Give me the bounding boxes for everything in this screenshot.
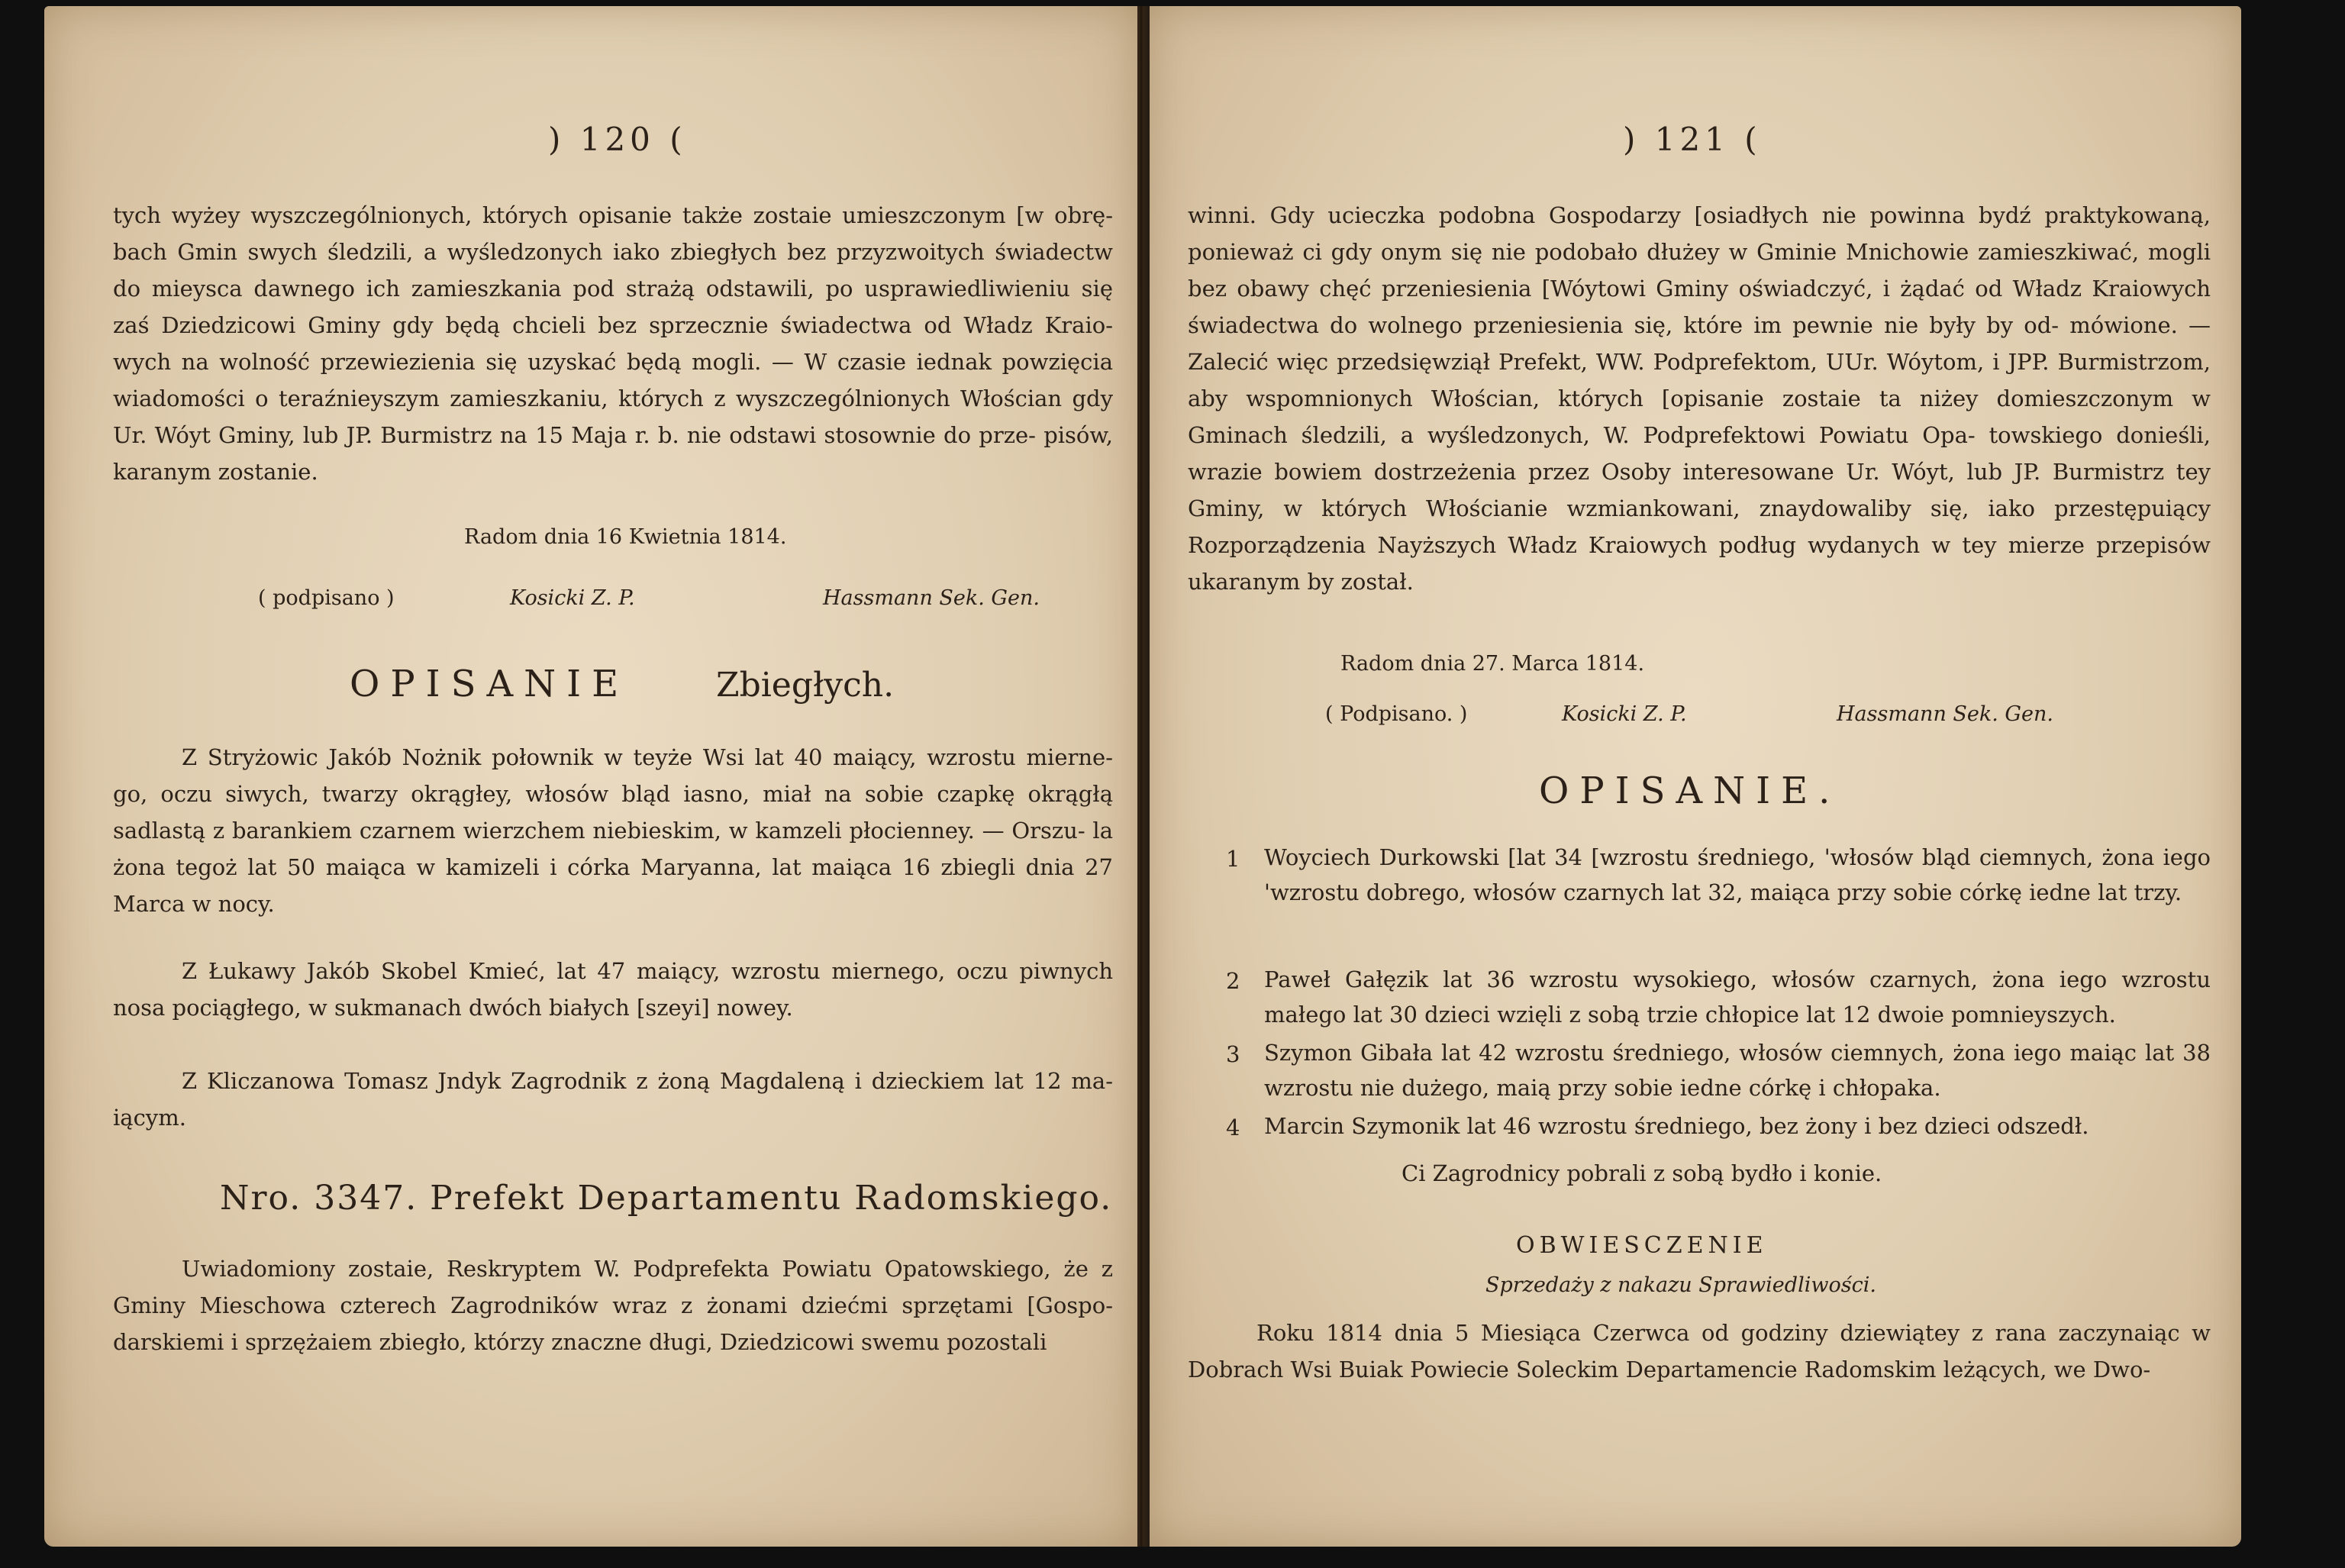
signer-name: Hassmann Sek. Gen. — [1837, 702, 2053, 726]
left-page — [44, 6, 1137, 1547]
paragraph: Z Stryżowic Jakób Nożnik połownik w teyże Wsi lat 40 maiący, wzrostu mierne- go, oczu siwych, twarzy okrągłey, włosów bląd iasno, miał na sobie czapkę okrągłą sadlastą z barankiem czarnem wierzchem niebieskim, w kamzeli płocienney. — Orszu- la żona tegoż lat 50 maiąca w kamizeli i córka Maryanna, lat maiąca 16 zbiegli dnia 27 Marca w nocy. — [113, 744, 1113, 917]
paragraph: tych wyżey wyszczególnionych, których opisanie także zostaie umieszczonym [w obrę- bach Gmin swych śledzili, a wyśledzonych iako zbiegłych bez przyzwoitych świadectw do mieysca dawnego ich zamieszkania pod strażą odstawili, po usprawiedliwieniu się zaś Dziedzicowi Gminy gdy będą chcieli bez sprzecznie świadectwa od Władz Kraio- wych na wolność przewiezienia się uzyskać będą mogli. — W czasie iednak powzięcia wiadomości o teraźnieyszym zamieszkaniu, których z wyszczególnionych Włościan gdy Ur. Wóyt Gminy, lub JP. Burmistrz na 15 Maja r. b. nie odstawi stosownie do prze- pisów, karanym zostanie. — [113, 202, 1113, 485]
paragraph: Z Łukawy Jakób Skobel Kmieć, lat 47 maiący, wzrostu miernego, oczu piwnych nosa pociągłego, w sukmanach dwóch białych [szeyi] nowey. — [113, 958, 1113, 1021]
text-block — [113, 953, 1113, 1026]
signer-name: Kosicki Z. P. — [510, 586, 635, 610]
note-line: Ci Zagrodnicy pobrali z sobą bydło i konie. — [1402, 1160, 1882, 1186]
list-number: 3 — [1226, 1041, 1240, 1067]
text-block — [113, 1250, 1113, 1360]
paragraph: Z Kliczanowa Tomasz Jndyk Zagrodnik z żoną Magdaleną i dzieckiem lat 12 ma- iącym. — [113, 1068, 1113, 1131]
list-item-text: Paweł Gałęzik lat 36 wzrostu wysokiego, włosów czarnych, żona iego wzrostu małego lat 30 dzieci wzięli z sobą trzie chłopice lat 12 dwoie pomnieyszych. — [1264, 966, 2211, 1028]
list-item — [1264, 840, 2211, 910]
paragraph: winni. Gdy ucieczka podobna Gospodarzy [osiadłych nie powinna bydź praktykowaną, ponieważ ci gdy onym się nie podobało dłużey w Gminie Mnichowie zamieszkiwać, mogli bez obawy chęć przeniesienia [Wóytowi Gminy oświadczyć, i żądać od Władz Kraiowych świadectwa do wolnego przeniesienia się, które im pewnie nie były by od- mówione. — Zalecić więc przedsięwziął Prefekt, WW. Podprefektom, UUr. Wóytom, i JPP. Burmistrzom, aby wspomnionych Włościan, których [opisanie zostaie ta niżey domieszczonym w Gminach śledzili, a wyśledzonych, W. Podprefektowi Powiatu Opa- towskiego donieśli, wrazie bowiem dostrzeżenia przez Osoby interesowane Ur. Wóyt, lub JP. Burmistrz tey Gminy, w których Włościanie wzmiankowani, znaydowaliby się, iako przestępuiący Rozporządzenia Nayższych Władz Kraiowych podług wydanych w tey mierze przepisów ukaranym by został. — [1188, 202, 2211, 595]
section-heading: OBWIESCZENIE — [1516, 1232, 1768, 1259]
paragraph: Uwiadomiony zostaie, Reskryptem W. Podprefekta Powiatu Opatowskiego, że z Gminy Mieschowa czterech Zagrodników wraz z żonami dziećmi sprzętami [Gospo- darskiemi i sprzężaiem zbiegło, którzy znaczne długi, Dziedzicowi swemu pozostali — [113, 1256, 1113, 1355]
signer-name: Hassmann Sek. Gen. — [823, 586, 1040, 610]
signed-label: ( Podpisano. ) — [1325, 702, 1468, 726]
list-item — [1264, 1035, 2211, 1105]
list-item-text: Marcin Szymonik lat 46 wzrostu średniego, bez żony i bez dzieci odszedł. — [1264, 1113, 2089, 1139]
text-block — [113, 197, 1113, 490]
section-heading: Nro. 3347. Prefekt Departamentu Radomskiego. — [220, 1179, 1113, 1218]
page-number: ) 120 ( — [548, 121, 687, 158]
list-item-text: Woyciech Durkowski [lat 34 [wzrostu średniego, 'włosów bląd ciemnych, żona iego 'wzrostu dobrego, włosów czarnych lat 32, maiąca przy sobie córkę iedne lat trzy. — [1264, 844, 2211, 905]
section-subheading: Zbiegłych. — [716, 666, 895, 705]
date-line: Radom dnia 27. Marca 1814. — [1340, 652, 1645, 676]
text-block — [1188, 197, 2211, 600]
page-number: ) 121 ( — [1623, 121, 1762, 158]
right-page — [1150, 6, 2241, 1547]
date-line: Radom dnia 16 Kwietnia 1814. — [464, 525, 787, 549]
list-number: 4 — [1226, 1115, 1240, 1141]
section-heading: OPISANIE — [350, 663, 630, 705]
list-item — [1264, 1108, 2211, 1144]
list-number: 1 — [1226, 846, 1240, 872]
list-number: 2 — [1226, 968, 1240, 994]
text-block — [113, 1063, 1113, 1136]
section-subheading: Sprzedaży z nakazu Sprawiedliwości. — [1485, 1273, 1876, 1297]
text-block — [1188, 1315, 2211, 1388]
list-item-text: Szymon Gibała lat 42 wzrostu średniego, włosów ciemnych, żona iego maiąc lat 38 wzrostu nie dużego, maią przy sobie iedne córkę i chłopaka. — [1264, 1040, 2211, 1101]
list-item — [1264, 962, 2211, 1032]
paragraph: Roku 1814 dnia 5 Miesiąca Czerwca od godziny dziewiątey z rana zaczynaiąc w Dobrach Wsi Buiak Powiecie Soleckim Departamencie Radomskim leżących, we Dwo- — [1188, 1320, 2211, 1382]
text-block — [113, 739, 1113, 922]
signer-name: Kosicki Z. P. — [1562, 702, 1687, 726]
section-heading: OPISANIE. — [1539, 769, 1841, 812]
signed-label: ( podpisano ) — [258, 586, 395, 610]
